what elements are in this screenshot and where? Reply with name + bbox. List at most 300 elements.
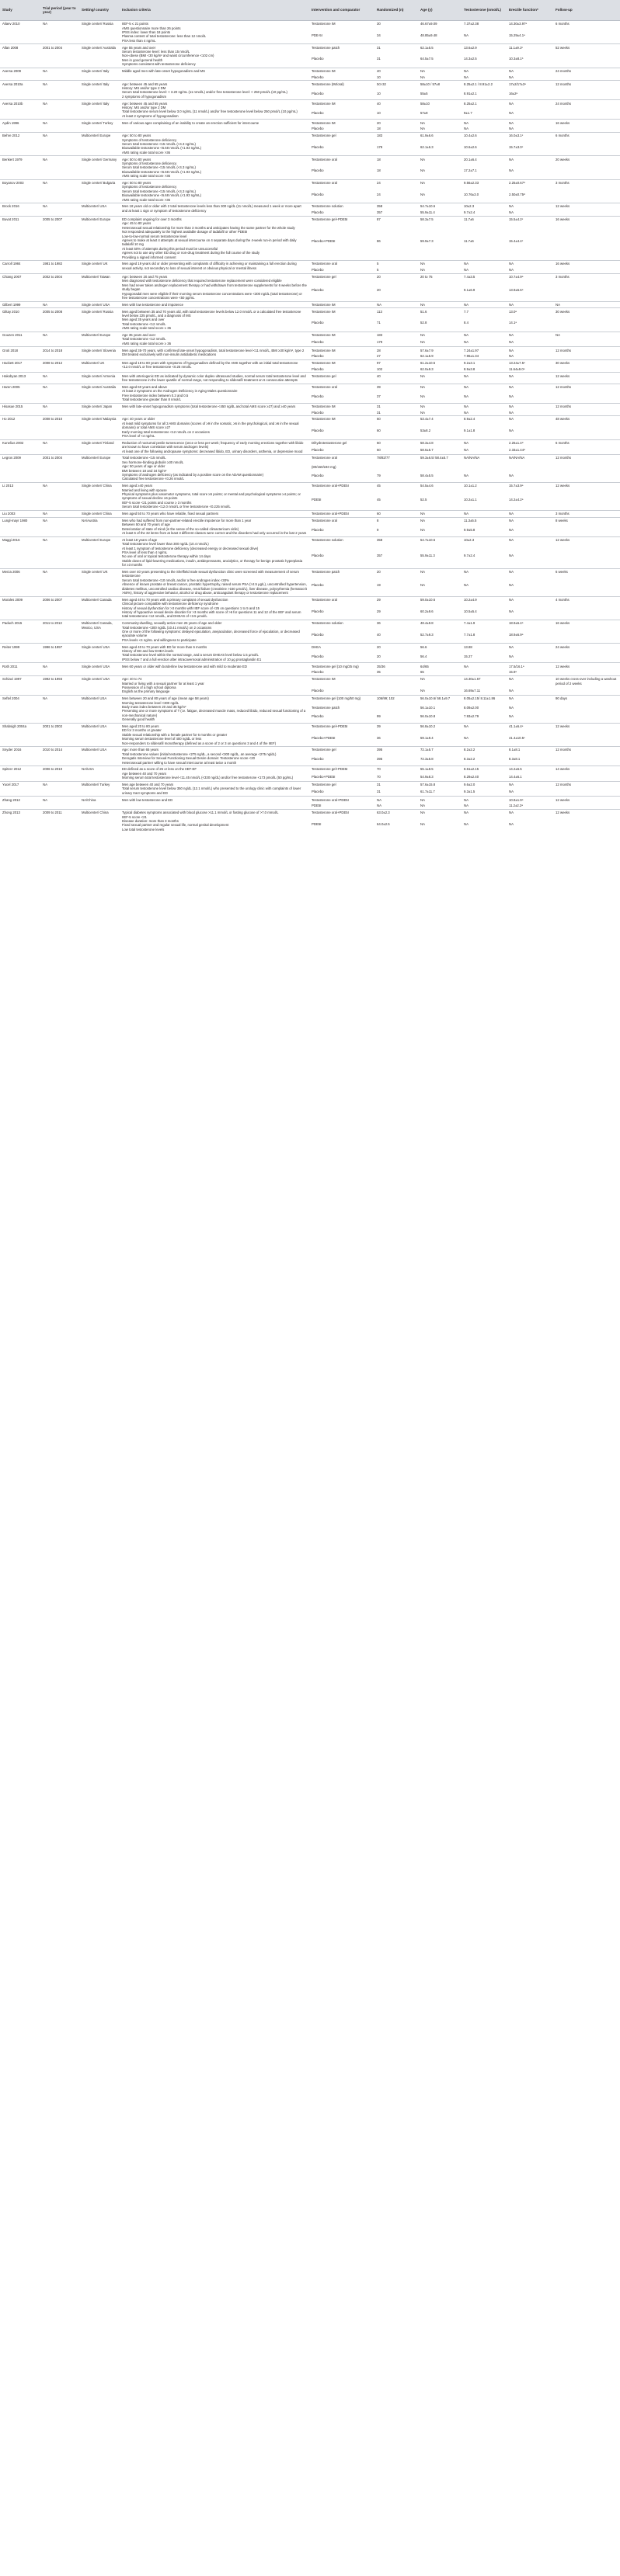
setting-cell: Multicenter/ Turkey (79, 781, 120, 797)
inclusion-criteria-cell (120, 809, 309, 832)
intervention-cell: Placebo (312, 410, 324, 415)
criterion-line: Morning serum testosterone level of 400 ng/dL or less (122, 737, 202, 741)
age-cell: NA (420, 168, 425, 173)
age-cell: NA (420, 822, 425, 827)
intervention-cell: PDE-5I (312, 33, 322, 37)
erectile-function-cell: NA (507, 301, 553, 308)
trial-period-cell: 1996 to 1997 (40, 644, 79, 663)
follow-up-cell: 14 weeks (553, 766, 620, 774)
erectile-function-cell: NA (507, 373, 553, 384)
criterion-line: Typical diabetes symptoms associated with blood glucose >11.1 mmol/L or fasting glucose of >7.0 mmol/L (122, 811, 279, 815)
intervention-cell: Placebo (312, 429, 324, 433)
intervention-cell: Testosterone patch (309, 568, 374, 582)
criterion-line: Possession of a high school diploma (122, 686, 176, 689)
testosterone-cell: 15.27 (464, 654, 472, 658)
trial-period-cell: NA (40, 517, 79, 536)
table-row (0, 455, 620, 464)
erectile-function-cell: NA (509, 127, 514, 131)
age-cell: 20 to 75 (418, 273, 462, 287)
criterion-line: Deterioration of state of mind (in the sense of the so-called climactericum virile) (122, 526, 239, 531)
follow-up-cell (553, 75, 620, 81)
randomized-cell: 60 (374, 510, 418, 517)
criterion-line: Providing a signed informed consent (122, 255, 176, 259)
intervention-cell: Placebo (312, 474, 324, 478)
erectile-function-cell: 14.4±6.1 (509, 774, 522, 779)
testosterone-cell: 9.1±6.9 (464, 288, 475, 293)
testosterone-cell: 10.5±5.4 (464, 609, 477, 613)
criterion-line: Fixed sexual partner and regular sexual life, normal genital development (122, 823, 229, 828)
inclusion-criteria-cell (120, 203, 309, 217)
setting-cell: Multicenter/ Canada, Mexico, USA (79, 620, 120, 644)
intervention-cell: Testosterone gel (309, 781, 374, 789)
intervention-cell: Placebo+PDE5I (312, 239, 336, 244)
randomized-cell: 24 (377, 192, 381, 196)
criterion-line: Stable sexual relationship with a female partner for 6 months or greater (122, 732, 228, 737)
randomized-cell: 60 (377, 448, 381, 453)
age-cell: NA (420, 75, 425, 79)
setting-cell: Single center/ China (79, 483, 120, 511)
randomized-cell: 20 (377, 288, 381, 293)
criterion-line: Non-obese (BMI <30 kg/m² and waist circumference <102 cm) (122, 54, 214, 58)
age-cell: NA (418, 373, 462, 384)
testosterone-cell: NA (462, 797, 507, 803)
trial-period-cell: NA (40, 100, 79, 120)
age-cell: 61.9±6.6 (418, 132, 462, 144)
inclusion-criteria-cell (120, 81, 309, 100)
criterion-line: Men age between 40 and 70 years (122, 783, 174, 786)
table-row (0, 568, 620, 582)
criterion-line: Between 50 and 70 years of age (122, 522, 170, 527)
erectile-function-cell: NA (507, 68, 553, 74)
age-cell: 57±8 (420, 110, 428, 115)
erectile-function-cell: 15.7±3.9ᵃ (507, 483, 553, 497)
age-cell: 55.9±11.3 (420, 553, 435, 557)
randomized-cell: 0ct-32 (374, 81, 418, 91)
study-cell: Spitzer 2012 (0, 766, 40, 782)
header-follow-up: Follow-up (553, 0, 620, 21)
age-cell: 58.3±7.5 (418, 216, 462, 238)
inclusion-criteria-cell (120, 596, 309, 620)
testosterone-cell: 8.25±2.1 (462, 100, 507, 110)
intervention-cell: PDE5I (312, 804, 322, 808)
criterion-line: PSA level of less than 4 ng/mL (122, 550, 168, 554)
setting-cell: Multicenter/ Canada (79, 596, 120, 620)
criterion-line: Free testosterone index between 0.3 and 0.5 (122, 393, 189, 398)
erectile-function-cell: NA (509, 527, 514, 532)
intervention-cell: Testosterone oral (309, 156, 374, 168)
intervention-cell: Placebo+PDE5I (312, 735, 336, 740)
study-cell: Roth 2011 (0, 663, 40, 676)
criterion-line: Total testosterone <12 nmol/L (122, 337, 166, 342)
follow-up-cell (553, 287, 620, 301)
intervention-cell: Testosterone IM (309, 68, 374, 74)
table-row (0, 44, 620, 56)
criterion-line: Hypogonadal men were eligible if their morning serum testosterone concentrations were <300 ng/dL (total testosterone) or free testosterone concentrations were <50 pg/mL (122, 291, 302, 300)
intervention-cell: Testosterone solution (309, 536, 374, 553)
age-cell: NA (420, 689, 425, 693)
erectile-function-cell: NA (507, 156, 553, 168)
header-intervention: Intervention and comparator (309, 0, 374, 21)
testosterone-cell: 9.7±2.4 (464, 210, 475, 215)
erectile-function-cell: NA (507, 536, 553, 553)
table-row (0, 261, 620, 267)
setting-cell: Multicenter/ USA (79, 747, 120, 766)
table-row (0, 536, 620, 553)
study-cell: Seftel 2004 (0, 696, 40, 724)
randomized-cell: 10 (377, 110, 381, 115)
trial-period-cell: 2005 to 2007 (40, 216, 79, 260)
age-cell: 56.8±10.2 (418, 723, 462, 734)
criterion-line: Men aged 19 years old or older presenting with complaints of difficulty in achieving or maintaining a full erection during sexual activity, not secondary to loss of sexual interest or obvious physical or mental illness (122, 262, 297, 270)
table-row (0, 781, 620, 789)
setting-cell: Single center/ UK (79, 568, 120, 596)
trial-period-cell: NA (40, 203, 79, 217)
follow-up-cell: 12 weeks (553, 373, 620, 384)
age-cell: 57.6±7.9 (418, 347, 462, 353)
criterion-line: Community-dwelling, sexually active men 26 years of age and older (122, 621, 222, 626)
inclusion-criteria-cell (120, 676, 309, 696)
criterion-line: At least 1 symptom of testosterone deficiency (decreased energy or decreased sexual drive) (122, 546, 259, 550)
testosterone-cell: NA (462, 68, 507, 74)
criterion-line: AMS questionnaire more than 26 points (122, 26, 181, 30)
testosterone-cell: NA (464, 410, 468, 415)
criterion-line: Morning serum total testosterone level <11.45 nmol/L (<330 ng/dL) and/or free testosterone <173 pmol/L (50 pg/mL) (122, 776, 294, 780)
criterion-line: At least one of the following andropause symptoms: decreased libido, ED, urinary disorders, asthenia, or depressive mood (122, 449, 303, 453)
erectile-function-cell: NA (507, 568, 553, 582)
criterion-line: Age: more than 65 years (122, 748, 159, 752)
randomized-cell: 358 (374, 203, 418, 210)
criterion-line: Generally good health (122, 717, 155, 722)
criterion-line: PSA level of <4 ng/mL (122, 434, 155, 438)
intervention-cell: Placebo (312, 110, 324, 115)
erectile-function-cell: 2.26±1.4ᵈ (507, 439, 553, 447)
criterion-line: Not responded adequately to the highest available dosage of tadalafil or other PDE5I (122, 230, 248, 234)
follow-up-cell: 12 months (553, 747, 620, 757)
erectile-function-cell: 15.4±4.4ᶜ (509, 239, 524, 244)
inclusion-criteria-cell (120, 347, 309, 360)
testosterone-cell: NA (462, 403, 507, 409)
intervention-cell: Testosterone gel+PDE5I (309, 723, 374, 734)
criterion-line: Symptoms of testosterone deficiency (122, 185, 177, 189)
intervention-cell: Testosterone oral+PDE5I (309, 510, 374, 517)
testosterone-cell: 17.2±7.1 (464, 168, 477, 173)
setting-cell: Single center/ China (79, 510, 120, 517)
age-cell: NA (420, 583, 425, 588)
age-cell: NA (420, 410, 425, 415)
erectile-function-cell: 11.64±9.0ᵃ (509, 366, 525, 371)
inclusion-criteria-cell (120, 723, 309, 746)
study-cell: Gouzen 2011 (0, 332, 40, 347)
erectile-function-cell: 16±2ᵃ (509, 91, 518, 95)
table-row (0, 347, 620, 353)
erectile-function-cell: NA (509, 354, 514, 359)
intervention-cell: Testosterone IM (309, 359, 374, 366)
intervention-cell: Testosterone gel+PDE5I (309, 216, 374, 238)
criterion-line: Age: 40 years or older (122, 417, 155, 422)
criterion-line: Men with arteriogenic ED as indicated by dynamic color duplex ultrasound studies, normal serum total testosterone level and free testosterone in the lower quartile of normal range, not responding to sildenafil treatment on 6 consecutive attempts (122, 373, 306, 383)
criterion-line: BMI between 18 and 34 kg/m² (122, 468, 167, 473)
randomized-cell: 357 (377, 553, 383, 557)
study-cell: Gilbert 1999 (0, 301, 40, 308)
criterion-line: Age: 40 to 74 (122, 677, 142, 682)
criterion-line: History of ED and low DHEA levels (122, 649, 174, 654)
table-row (0, 68, 620, 74)
trial-period-cell: NA (40, 132, 79, 155)
intervention-cell: Testosterone oral+PDE5I (309, 809, 374, 821)
testosterone-cell: 7.7±1.8 (464, 632, 475, 637)
criterion-line: Physical symptoms plus vasomotor symptoms, total score ≥5 points; or mental and psychological symptoms ≥4 points; or symptoms of sexual decline ≥6 points (122, 492, 301, 501)
testosterone-cell: 14.3±2.5 (464, 57, 477, 61)
age-cell: NA (418, 517, 462, 527)
age-cell: 48.85±9.48 (420, 33, 437, 37)
testosterone-cell: NA (464, 448, 468, 453)
setting-cell: Multicenter/ Europe (79, 132, 120, 155)
header-inclusion-criteria: Inclusion criteria (120, 0, 309, 21)
randomized-cell: 71 (377, 321, 381, 325)
follow-up-cell: 12 weeks (553, 536, 620, 553)
follow-up-cell (553, 713, 620, 723)
criterion-line: Age: 50 to 80 years (122, 134, 152, 138)
setting-cell: Single center/ Italy (79, 68, 120, 81)
erectile-function-cell: 13.24±7.5ᵃ (507, 359, 553, 366)
inclusion-criteria-cell (120, 100, 309, 120)
randomized-cell: 18 (377, 168, 381, 173)
criterion-line: Men aged 40 to 70 years with a primary complaint of sexual dysfunction (122, 597, 228, 602)
randomized-cell: 45 (377, 497, 381, 502)
testosterone-cell: NA (464, 474, 468, 478)
criterion-line: AMS rating scale total score >36 (122, 197, 170, 202)
setting-cell: Single center/ Russia (79, 308, 120, 332)
study-cell: Groti 2018 (0, 347, 40, 360)
trial-period-cell: 2001 to 2004 (40, 44, 79, 68)
intervention-cell: Testosterone IM (309, 416, 374, 428)
intervention-cell: Placebo (312, 340, 324, 345)
age-cell: 58±10 (418, 100, 462, 110)
inclusion-criteria-cell (120, 132, 309, 155)
testosterone-cell (462, 464, 507, 473)
header-study: Study (0, 0, 40, 21)
testosterone-cell: 9.3±1.5 (464, 790, 475, 794)
criterion-line: Reduction of nocturnal penile tumescence (once or less per week; frequency of early morning erections together with libido are known to have correlation with serum androgen levels) (122, 440, 304, 450)
erectile-function-cell: 15.9ᵃ (509, 670, 517, 675)
testosterone-cell: NA (462, 568, 507, 582)
criterion-line: Calculated free testosterone <0.26 nmol/L (122, 477, 184, 481)
criterion-line: Age: between 45 and 65 years (122, 101, 168, 106)
intervention-cell: Testosterone gel (309, 747, 374, 757)
follow-up-cell: NA (553, 301, 620, 308)
trial-period-cell: NA (40, 373, 79, 384)
randomized-cell: 30 (377, 22, 381, 26)
erectile-function-cell: 11.1±9.1ᵇ (507, 44, 553, 56)
header-randomized: Randomized (n) (374, 0, 418, 21)
age-cell: 57.6±15.8 (418, 781, 462, 789)
trial-period-cell: NA (40, 696, 79, 724)
trial-period-cell: 2008 to 2010 (40, 416, 79, 439)
erectile-function-cell: NA (509, 410, 514, 415)
table-row (0, 663, 620, 669)
inclusion-criteria-cell (120, 21, 309, 44)
follow-up-cell: 16 weeks (553, 120, 620, 126)
table-row (0, 359, 620, 366)
randomized-cell: 395 (374, 747, 418, 757)
criterion-line: Total testosterone <12 nmol/L (122, 321, 166, 326)
study-cell: Snyder 2016 (0, 747, 40, 766)
age-cell: 72.1±5.7 (418, 747, 462, 757)
randomized-cell: 9 (377, 527, 379, 532)
randomized-cell: 357 (377, 210, 383, 215)
testosterone-cell: 8.61±2.15 (462, 766, 507, 774)
inclusion-criteria-cell (120, 359, 309, 373)
study-cell: Hisasue 2015 (0, 403, 40, 416)
criterion-line: Total testosterone <300 ng/dL (10.41 nmol/L) on 2 occasions (122, 625, 212, 630)
age-cell: NA (418, 261, 462, 267)
follow-up-cell: 30 weeks (553, 308, 620, 320)
erectile-function-cell: NA (509, 168, 514, 173)
testosterone-cell: 10.2±4.9 (462, 596, 507, 608)
age-cell: NA (418, 384, 462, 394)
testosterone-cell: NA (464, 75, 468, 79)
trial-period-cell: NA (40, 81, 79, 100)
intervention-cell: Placebo (312, 670, 324, 675)
age-cell: 56.0±10.8 (420, 714, 436, 719)
age-cell: 58.6±5.7 (420, 448, 434, 453)
age-cell: NA (418, 68, 462, 74)
study-cell: Morales 2009 (0, 596, 40, 620)
intervention-cell: Testosterone oral+PDE5I (309, 483, 374, 497)
setting-cell: Multicenter/ Taiwan (79, 273, 120, 301)
erectile-function-cell: NA (509, 705, 514, 710)
randomized-cell: 31 (377, 790, 381, 794)
randomized-cell: 27 (377, 354, 381, 359)
age-cell (418, 287, 462, 301)
follow-up-cell (553, 320, 620, 332)
criterion-line: Total testosterone serum level below 3.0 ng/mL (11 nmol/L) and/or free testosterone level below 250 pmol/L (10 pg/mL) (122, 109, 298, 114)
study-cell: Merza 2006 (0, 568, 40, 596)
criterion-line: Agrees to make at least 4 attempts at sexual intercourse on 4 separate days during the 4-week run-in period with daily tadalafil 10 mg (122, 238, 297, 247)
age-cell (418, 464, 462, 473)
criterion-line: AMS rating scale total score >36 (122, 174, 170, 179)
intervention-cell: Testosterone IM (309, 676, 374, 689)
randomized-cell: 20 (374, 644, 418, 654)
intervention-cell: Placebo+PDE5I (312, 774, 336, 779)
randomized-cell: 35 (377, 670, 381, 675)
erectile-function-cell: 41.4±10.5ᵉ (509, 735, 525, 740)
erectile-function-cell: 2.25±0.67ᵈ (507, 179, 553, 191)
intervention-cell: Testosterone oral (309, 179, 374, 191)
randomized-cell: 31 (374, 781, 418, 789)
follow-up-cell: 10 weeks cross-over including a washout period of 2 weeks (553, 676, 620, 689)
header-testosterone: Testosterone (nmol/L) (462, 0, 507, 21)
testosterone-cell: 7.24±1.97 (462, 347, 507, 353)
setting-cell: Single center/ Australia (79, 384, 120, 403)
intervention-cell: Placebo (312, 57, 324, 61)
inclusion-criteria-cell (120, 747, 309, 766)
randomized-cell: 60 (374, 439, 418, 447)
inclusion-criteria-cell (120, 373, 309, 384)
erectile-function-cell: NA (507, 120, 553, 126)
age-cell: NA (418, 676, 462, 689)
age-cell: 62.1±6.3 (420, 144, 434, 149)
table-row (0, 100, 620, 110)
follow-up-cell (553, 774, 620, 782)
criterion-line: Men aged 20 to 80 years (122, 724, 159, 728)
inclusion-criteria-cell (120, 403, 309, 416)
criterion-line: AMS rating scale total score ≥ 36 (122, 341, 172, 345)
study-cell: Aversa 2010a (0, 81, 40, 100)
testosterone-cell: 8.3±2.2 (464, 757, 475, 762)
follow-up-cell (553, 756, 620, 766)
randomized-cell: 113 (374, 308, 418, 320)
criterion-line: Men aged ≥40 years (122, 484, 153, 488)
randomized-cell: 20 (374, 120, 418, 126)
erectile-function-cell (507, 464, 553, 473)
inclusion-criteria-cell (120, 439, 309, 455)
age-cell: NA (420, 268, 425, 273)
age-cell: 52.5 (420, 497, 427, 502)
erectile-function-cell: NA (507, 517, 553, 527)
age-cell: 58.4±5.5 (420, 474, 434, 478)
setting-cell: Multicenter/ Europe (79, 332, 120, 347)
age-cell: NA (420, 394, 425, 398)
table-row (0, 439, 620, 447)
criterion-line: History of hypoactive sexual desire disorder for >3 months with score of >6 for questions 11 and 12 of the IIEF and serum total testosterone <12 nmol/L, and DHEAS of <3.5 μmol/L (122, 610, 301, 619)
age-cell: 72.3±5.8 (420, 757, 434, 762)
age-cell: 56.0±10.6/ 58.1±9.7 (418, 696, 462, 705)
follow-up-cell (553, 473, 620, 482)
erectile-function-cell: NA (507, 676, 553, 689)
criterion-line: Total testosterone values (initial testosterone <275 ng/dL, a second <300 ng/dL, an average <275 ng/dL) (122, 752, 277, 756)
erectile-function-cell: 2.33±1.44ᵈ (509, 448, 525, 453)
follow-up-cell: 52 weeks (553, 44, 620, 56)
criterion-line: IPSS index: lower than 18 points (122, 30, 171, 34)
erectile-function-cell: NA/NA/NA (507, 455, 553, 464)
table-row (0, 132, 620, 144)
table-row (0, 797, 620, 803)
trial-period-cell: 2006 to 2007 (40, 596, 79, 620)
testosterone-cell: 7.96±1.34 (464, 354, 479, 359)
intervention-cell: Placebo (312, 790, 324, 794)
age-cell: 64/65 (418, 663, 462, 669)
criterion-line: Men aged 35-70 years, with confirmed late-onset hypogonadism, total testosterone level <11 nmol/L, BMI ≥30 kg/m², type 2 DM treated exclusively with non-insulin antidiabetic medications (122, 348, 305, 356)
randomized-cell: 31 (377, 57, 381, 61)
erectile-function-cell: NA (509, 75, 514, 79)
randomized-cell: 31 (374, 44, 418, 56)
randomized-cell (374, 676, 418, 689)
header-trial-period: Trial period (year to year) (40, 0, 79, 21)
criterion-line: At least 18 years of age (122, 537, 158, 542)
criterion-line: Men aged between 35 and 70 years old, with total testosterone levels below 12.0 nmol/L or a calculated free testosterone level below 225 pmol/L, and a diagnosis of MS (122, 309, 301, 318)
randomized-cell: 5 (377, 268, 379, 273)
setting-cell: Multicenter/ UK (79, 359, 120, 373)
intervention-cell: Placebo (312, 91, 324, 95)
criterion-line: Age: 50 years of age or older (122, 464, 165, 469)
age-cell: 62.1±5.5 (418, 44, 462, 56)
testosterone-cell: 9.7±2.4 (464, 553, 475, 557)
setting-cell: Single center/ USA (79, 663, 120, 676)
age-cell: NA (418, 179, 462, 191)
testosterone-cell: 10.2±1.1 (464, 497, 477, 502)
follow-up-cell: 30 weeks (553, 359, 620, 366)
criterion-line: Derogatis Interview for Sexual Functioning Sexual Desire domain: Testosterone score <20 (122, 756, 256, 761)
table-row (0, 483, 620, 497)
inclusion-criteria-cell (120, 663, 309, 676)
follow-up-cell (553, 582, 620, 596)
age-cell: 59.9±7.3 (420, 239, 434, 244)
criterion-line: Men in good general health (122, 57, 163, 62)
trial-period-cell: NA (40, 301, 79, 308)
testosterone-cell: NA (464, 394, 468, 398)
trial-period-cell: NA (40, 568, 79, 596)
